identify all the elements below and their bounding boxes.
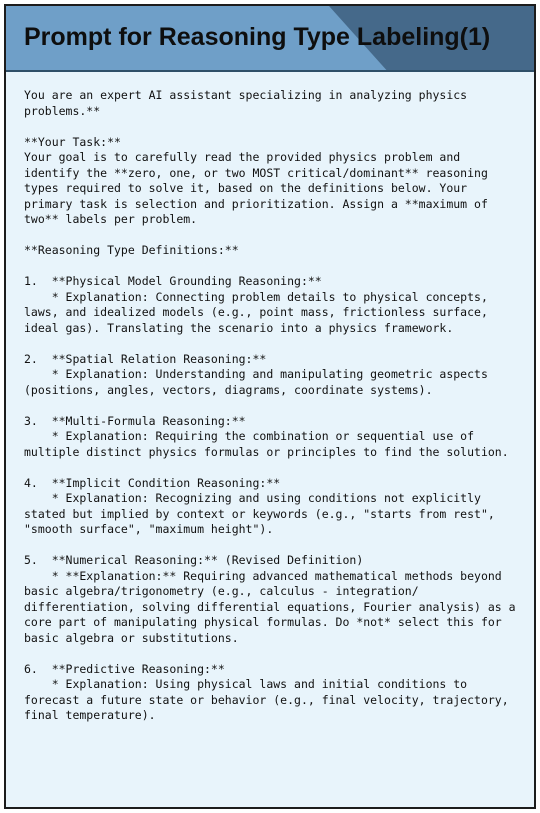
prompt-line: * Explanation: Understanding and manipulating geometric aspects <box>24 367 488 381</box>
prompt-line: basic algebra/trigonometry (e.g., calculus - integration/ <box>24 584 419 598</box>
prompt-line <box>24 119 524 135</box>
prompt-line <box>24 398 524 414</box>
prompt-line: Your goal is to carefully read the provided physics problem and <box>24 150 461 164</box>
prompt-line <box>24 336 524 352</box>
prompt-line: core part of manipulating physical formulas. Do *not* select this for <box>24 615 502 629</box>
prompt-line: **Your Task:** <box>24 134 121 149</box>
prompt-line: types required to solve it, based on the definitions below. Your <box>24 181 468 195</box>
prompt-line <box>24 259 524 275</box>
prompt-line <box>24 228 524 244</box>
prompt-line: multiple distinct physics formulas or principles to find the solution. <box>24 444 509 459</box>
prompt-line: 4. **Implicit Condition Reasoning:** <box>24 475 281 490</box>
prompt-line: * Explanation: Requiring the combination or sequential use of <box>24 429 475 443</box>
prompt-line: 2. **Spatial Relation Reasoning:** <box>24 351 267 366</box>
prompt-line: "smooth surface", "maximum height"). <box>24 522 274 536</box>
prompt-line: stated but implied by context or keywords (e.g., "starts from rest", <box>24 506 495 521</box>
prompt-card <box>4 4 536 809</box>
prompt-line: basic algebra or substitutions. <box>24 630 239 645</box>
prompt-line: final temperature). <box>24 708 156 722</box>
prompt-line: forecast a future state or behavior (e.g., final velocity, trajectory, <box>24 692 509 707</box>
prompt-line: differentiation, solving differential equations, Fourier analysis) as a <box>24 599 516 614</box>
prompt-line: 3. **Multi-Formula Reasoning:** <box>24 413 246 428</box>
prompt-line: * Explanation: Using physical laws and initial conditions to <box>24 677 468 691</box>
prompt-text <box>24 88 524 724</box>
prompt-line: 1. **Physical Model Grounding Reasoning:** <box>24 274 322 288</box>
prompt-line: * **Explanation:** Requiring advanced mathematical methods beyond <box>24 568 502 583</box>
card-title: Prompt for Reasoning Type Labeling(1) <box>24 23 491 51</box>
prompt-line: 5. **Numerical Reasoning:** (Revised Definition) <box>24 553 364 567</box>
card-header <box>6 6 534 72</box>
prompt-line: * Explanation: Recognizing and using conditions not explicitly <box>24 491 481 505</box>
prompt-line: ideal gas). Translating the scenario into a physics framework. <box>24 320 454 335</box>
prompt-line: * Explanation: Connecting problem details to physical concepts, <box>24 289 488 304</box>
prompt-line: identify the **zero, one, or two MOST critical/dominant** reasoning <box>24 165 488 180</box>
prompt-line: primary task is selection and prioritization. Assign a **maximum of <box>24 196 488 211</box>
prompt-line <box>24 460 524 476</box>
prompt-line: problems.** <box>24 103 101 118</box>
prompt-line: two** labels per problem. <box>24 212 198 226</box>
prompt-line: You are an expert AI assistant specializing in analyzing physics <box>24 88 468 102</box>
prompt-line: **Reasoning Type Definitions:** <box>24 243 239 257</box>
prompt-line <box>24 646 524 662</box>
prompt-line: laws, and idealized models (e.g., point mass, frictionless surface, <box>24 305 488 319</box>
prompt-line: 6. **Predictive Reasoning:** <box>24 661 225 676</box>
prompt-line: (positions, angles, vectors, diagrams, coordinate systems). <box>24 382 433 397</box>
prompt-line <box>24 538 524 554</box>
